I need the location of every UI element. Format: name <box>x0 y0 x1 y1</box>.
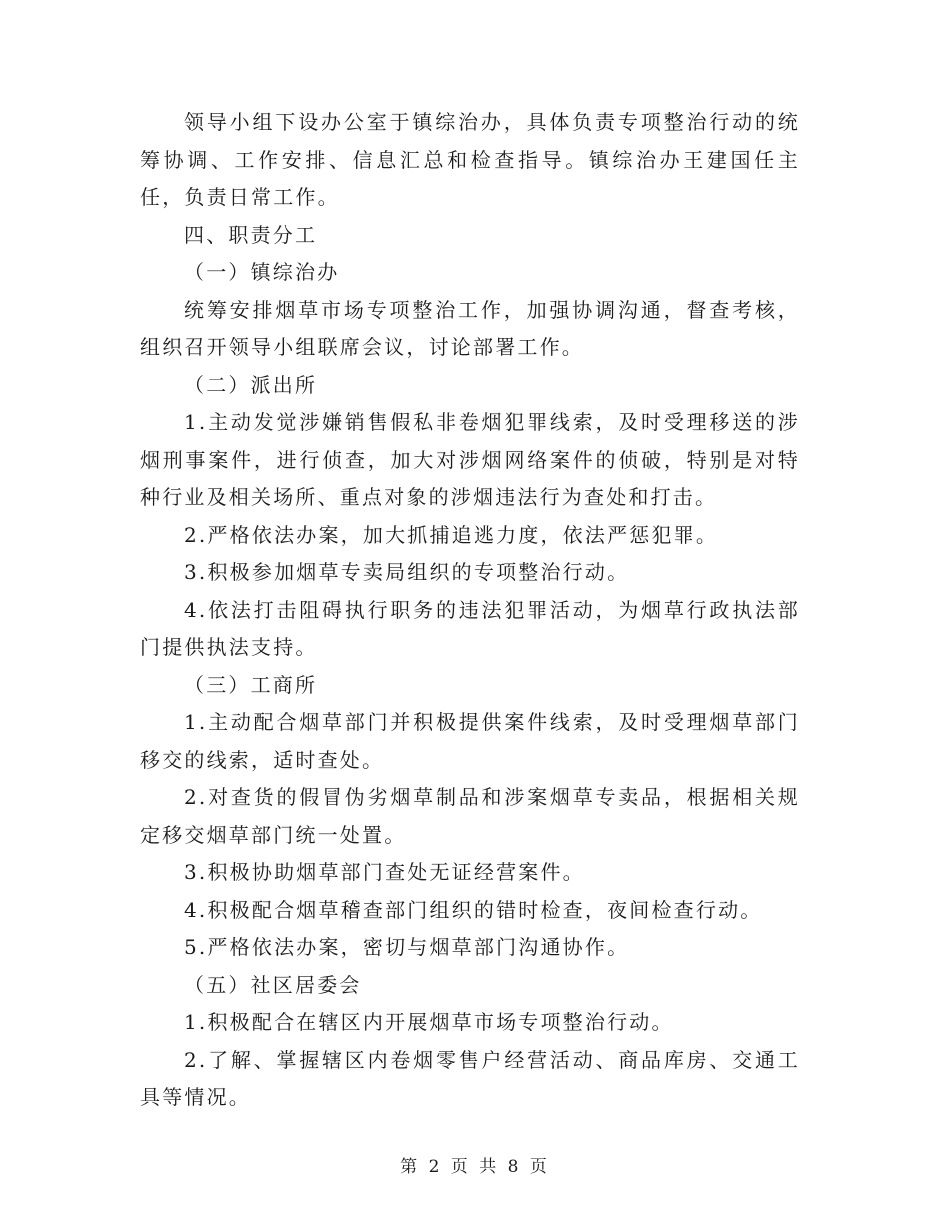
paragraph-office-setup: 领导小组下设办公室于镇综治办，具体负责专项整治行动的统筹协调、工作安排、信息汇总和检查指导。镇综治办王建国任主任，负责日常工作。 <box>140 110 800 209</box>
paragraph-town-office-duty: 统筹安排烟草市场专项整治工作，加强协调沟通，督查考核，组织召开领导小组联席会议，讨论部署工作。 <box>140 297 800 359</box>
subheading-town-office: （一）镇综治办 <box>184 260 340 284</box>
subheading-police-station: （二）派出所 <box>184 372 318 397</box>
paragraph-community-item-1: 1.积极配合在辖区内开展烟草市场专项整治行动。 <box>184 1010 674 1034</box>
paragraph-commerce-item-4: 4.积极配合烟草稽查部门组织的错时检查，夜间检查行动。 <box>184 897 763 922</box>
paragraph-police-item-2: 2.严格依法办案，加大抓捕追逃力度，依法严惩犯罪。 <box>184 522 719 547</box>
paragraph-commerce-item-2: 2.对查货的假冒伪劣烟草制品和涉案烟草专卖品，根据相关规定移交烟草部门统一处置。 <box>140 785 800 847</box>
paragraph-commerce-item-3: 3.积极协助烟草部门查处无证经营案件。 <box>184 860 585 884</box>
page-number-footer: 第 2 页 共 8 页 <box>400 1157 550 1177</box>
subheading-commerce-office: （三）工商所 <box>184 672 318 697</box>
paragraph-commerce-item-5: 5.严格依法办案，密切与烟草部门沟通协作。 <box>184 935 630 959</box>
paragraph-police-item-4: 4.依法打击阻碍执行职务的违法犯罪活动，为烟草行政执法部门提供执法支持。 <box>140 597 800 659</box>
paragraph-community-item-2: 2.了解、掌握辖区内卷烟零售户经营活动、商品库房、交通工具等情况。 <box>140 1047 800 1109</box>
section-heading-duties: 四、职责分工 <box>184 222 318 247</box>
document-body <box>140 104 800 1117</box>
paragraph-commerce-item-1: 1.主动配合烟草部门并积极提供案件线索，及时受理烟草部门移交的线索，适时查处。 <box>140 710 800 772</box>
subheading-community-committee: （五）社区居委会 <box>184 972 362 997</box>
paragraph-police-item-1: 1.主动发觉涉嫌销售假私非卷烟犯罪线索，及时受理移送的涉烟刑事案件，进行侦查，加大对涉烟网络案件的侦破，特别是对特种行业及相关场所、重点对象的涉烟违法行为查处和打击。 <box>140 410 800 509</box>
paragraph-police-item-3: 3.积极参加烟草专卖局组织的专项整治行动。 <box>184 560 630 584</box>
